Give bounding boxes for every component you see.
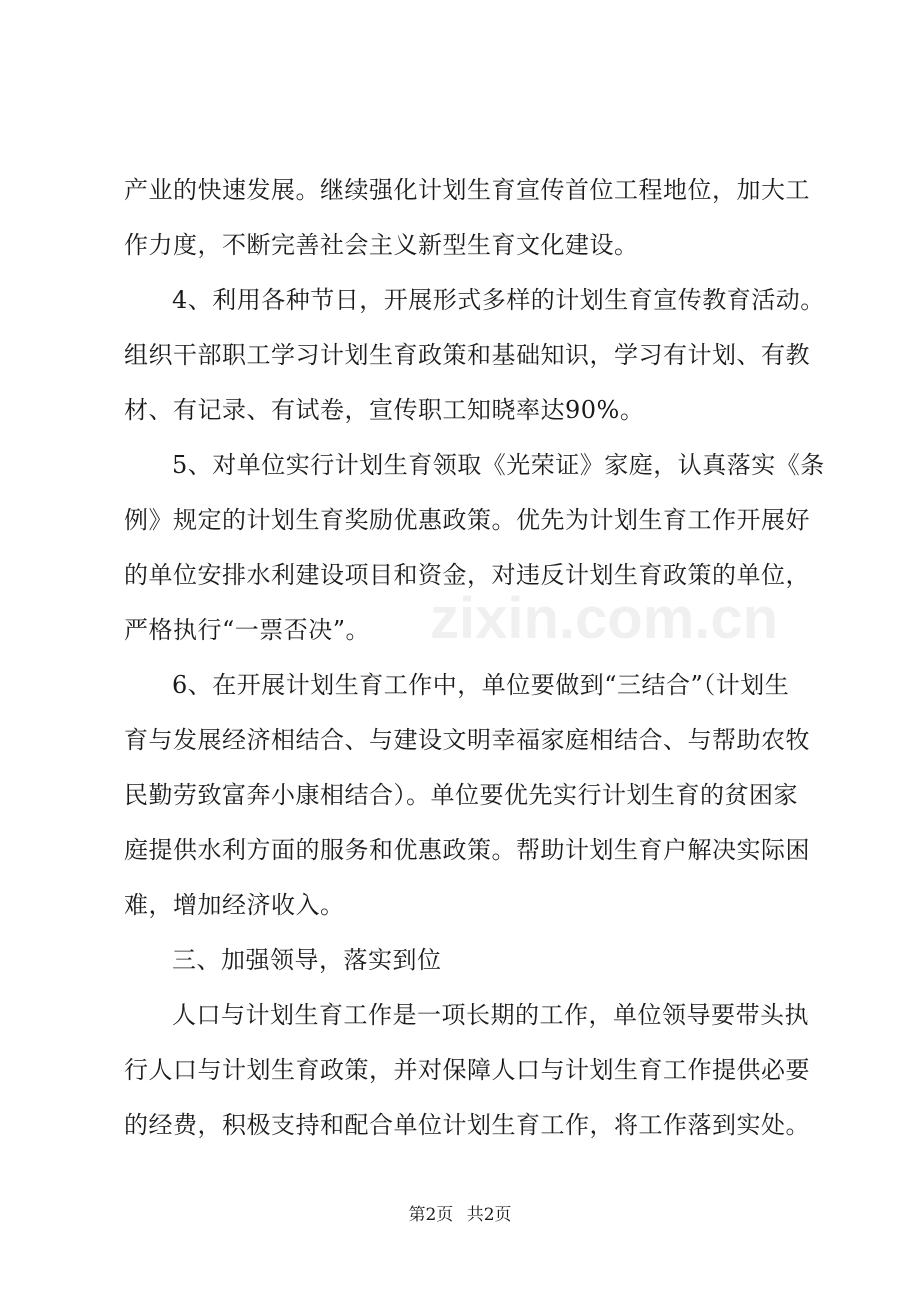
text-line: 行人口与计划生育政策，并对保障人口与计划生育工作提供必要 [124, 1056, 810, 1084]
text-line: 育与发展经济相结合、与建设文明幸福家庭相结合、与帮助农牧 [124, 726, 810, 754]
page-number: 第2页 [408, 1205, 454, 1225]
text-line: 例》规定的计划生育奖励优惠政策。优先为计划生育工作开展好 [124, 506, 810, 534]
text-line: 产业的快速发展。继续强化计划生育宣传首位工程地位，加大工 [124, 176, 810, 204]
text-line: 作力度，不断完善社会主义新型生育文化建设。 [124, 231, 639, 259]
paragraph-line: 4、利用各种节日，开展形式多样的计划生育宣传教育活动。 [172, 286, 825, 314]
paragraph-line: 5、对单位实行计划生育领取《光荣证》家庭，认真落实《条 [172, 451, 825, 479]
page-footer [0, 1200, 920, 1225]
text-line: 严格执行“一票否决”。 [124, 616, 371, 644]
page-total: 共2页 [466, 1205, 512, 1225]
section-heading: 三、加强领导，落实到位 [172, 946, 442, 974]
text-line: 民勤劳致富奔小康相结合）。单位要优先实行计划生育的贫困家 [124, 781, 798, 809]
text-line: 难，增加经济收入。 [124, 891, 345, 919]
body-text [124, 163, 824, 1153]
text-line: 组织干部职工学习计划生育政策和基础知识，学习有计划、有教 [124, 341, 810, 369]
text-line: 材、有记录、有试卷，宣传职工知晓率达90%。 [124, 396, 645, 424]
text-line: 庭提供水利方面的服务和优惠政策。帮助计划生育户解决实际困 [124, 836, 810, 864]
text-line: 的经费，积极支持和配合单位计划生育工作，将工作落到实处。 [124, 1111, 810, 1139]
paragraph-line: 人口与计划生育工作是一项长期的工作，单位领导要带头执 [172, 1001, 809, 1029]
paragraph-line: 6、在开展计划生育工作中，单位要做到“三结合”（计划生 [172, 671, 790, 699]
text-line: 的单位安排水利建设项目和资金，对违反计划生育政策的单位， [124, 561, 810, 589]
watermark: zixin.com.cn [430, 586, 779, 651]
